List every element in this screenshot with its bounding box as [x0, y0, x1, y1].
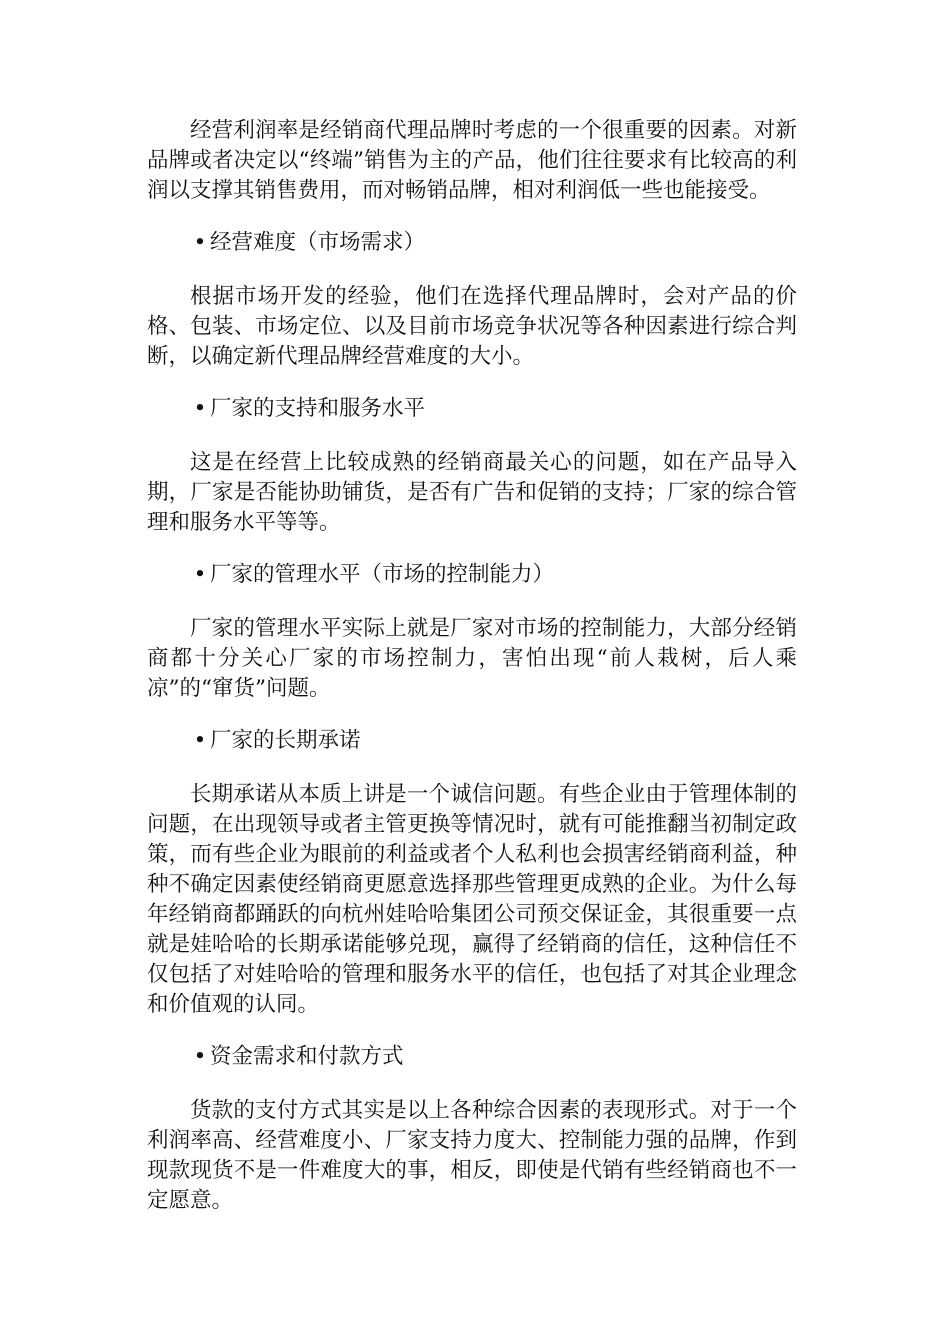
heading-text: 厂家的管理水平（市场的控制能力） — [210, 562, 555, 587]
paragraph-management-level: 厂家的管理水平实际上就是厂家对市场的控制能力，大部分经销商都十分关心厂家的市场控制力，害怕出现“前人栽树，后人乘凉”的“窜货”问题。 — [147, 616, 797, 701]
bullet-icon: • — [193, 728, 207, 753]
bullet-icon: • — [193, 230, 207, 255]
heading-text: 厂家的长期承诺 — [210, 728, 361, 753]
paragraph-profit-margin: 经营利润率是经销商代理品牌时考虑的一个很重要的因素。对新品牌或者决定以“终端”销售为主的产品，他们往往要求有比较高的利润以支撑其销售费用，而对畅销品牌，相对利润低一些也能接受。 — [147, 118, 797, 203]
heading-text: 资金需求和付款方式 — [210, 1044, 404, 1069]
bullet-icon: • — [193, 1044, 207, 1069]
heading-text: 厂家的支持和服务水平 — [210, 396, 426, 421]
document-page — [147, 116, 797, 1216]
paragraph-operating-difficulty: 根据市场开发的经验，他们在选择代理品牌时，会对产品的价格、包装、市场定位、以及目前市场竞争状况等各种因素进行综合判断，以确定新代理品牌经营难度的大小。 — [147, 284, 797, 369]
heading-text: 经营难度（市场需求） — [210, 230, 426, 255]
bullet-icon: • — [193, 396, 207, 421]
heading-manufacturer-support — [147, 394, 797, 424]
paragraph-funding-payment: 货款的支付方式其实是以上各种综合因素的表现形式。对于一个利润率高、经营难度小、厂家支持力度大、控制能力强的品牌，作到现款现货不是一件难度大的事，相反，即使是代销有些经销商也不一定愿意。 — [147, 1098, 797, 1213]
heading-funding-payment — [147, 1042, 797, 1072]
paragraph-long-term-commitment: 长期承诺从本质上讲是一个诚信问题。有些企业由于管理体制的问题，在出现领导或者主管更换等情况时，就有可能推翻当初制定政策，而有些企业为眼前的利益或者个人私利也会损害经销商利益，种种不确定因素使经销商更愿意选择那些管理更成熟的企业。为什么每年经销商都踊跃的向杭州娃哈哈集团公司预交保证金，其很重要一点就是娃哈哈的长期承诺能够兑现，赢得了经销商的信任，这种信任不仅包括了对娃哈哈的管理和服务水平的信任，也包括了对其企业理念和价值观的认同。 — [147, 782, 797, 1017]
heading-long-term-commitment — [147, 726, 797, 756]
bullet-icon: • — [193, 562, 207, 587]
heading-management-level — [147, 560, 797, 590]
paragraph-manufacturer-support: 这是在经营上比较成熟的经销商最关心的问题，如在产品导入期，厂家是否能协助铺货，是否有广告和促销的支持；厂家的综合管理和服务水平等等。 — [147, 450, 797, 535]
heading-operating-difficulty — [147, 228, 797, 258]
